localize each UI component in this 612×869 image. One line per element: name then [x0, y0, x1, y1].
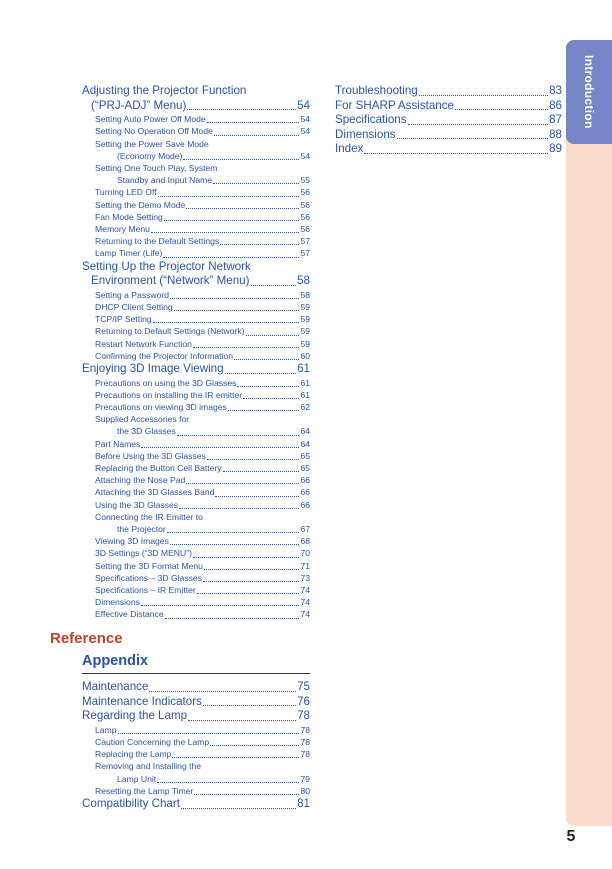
toc-leader-dots	[455, 109, 548, 110]
toc-entry-page: 65	[300, 450, 310, 461]
toc-entry-page: 54	[300, 150, 310, 161]
toc-entry-label: Resetting the Lamp Timer	[95, 785, 194, 796]
toc-entry-label: Setting a Password	[95, 289, 170, 300]
toc-entry-label: Returning to the Default Settings	[95, 236, 220, 247]
toc-entry[interactable]	[335, 128, 562, 143]
toc-leader-dots	[223, 471, 300, 472]
toc-entry-label: Confirming the Projector Information	[95, 350, 234, 361]
toc-entry[interactable]	[82, 113, 310, 125]
toc-entry-label: Lamp Timer (Life)	[95, 248, 163, 259]
toc-entry-label: Regarding the Lamp	[82, 709, 188, 723]
toc-entry-label: Attaching the Nose Pad	[95, 475, 186, 486]
toc-entry[interactable]	[82, 138, 310, 150]
toc-entry[interactable]	[82, 596, 310, 608]
toc-left-column	[82, 84, 310, 621]
toc-leader-dots	[174, 310, 300, 311]
appendix-divider	[82, 673, 310, 674]
toc-leader-dots	[141, 447, 299, 448]
toc-entry-page: 67	[300, 524, 310, 535]
toc-entry-label: Dimensions	[335, 127, 396, 141]
toc-entry-label: Maintenance	[82, 680, 149, 693]
toc-entry-page: 74	[300, 609, 310, 620]
toc-entry[interactable]	[82, 748, 310, 760]
toc-entry-page: 61	[300, 389, 310, 400]
toc-entry-label: Part Names	[95, 438, 141, 449]
toc-entry[interactable]	[82, 377, 310, 389]
toc-entry-label: Memory Menu	[95, 224, 150, 235]
page-number: 5	[566, 828, 576, 845]
toc-leader-dots	[172, 757, 299, 758]
toc-entry-page: 73	[300, 572, 310, 583]
toc-entry-page: 66	[300, 499, 310, 510]
toc-entry-label: Standby and Input Name	[117, 175, 213, 186]
toc-entry-label: Precautions on using the 3D Glasses	[95, 377, 237, 388]
toc-leader-dots	[149, 691, 296, 692]
side-tab-strip	[566, 40, 612, 826]
toc-entry-label: Using the 3D Glasses	[95, 499, 179, 510]
toc-entry[interactable]	[82, 338, 310, 350]
toc-entry[interactable]	[82, 680, 310, 695]
toc-entry[interactable]	[82, 174, 310, 186]
toc-entry[interactable]	[82, 235, 310, 247]
toc-entry-page: 86	[549, 98, 562, 112]
toc-leader-dots	[215, 496, 299, 497]
toc-entry[interactable]	[82, 760, 310, 772]
toc-entry-page: 57	[300, 236, 310, 247]
toc-entry-label: Removing and Installing the	[95, 761, 202, 772]
toc-entry-label: Setting No Operation Off Mode	[95, 126, 213, 137]
toc-leader-dots	[194, 794, 299, 795]
toc-entry-label: Replacing the Button Cell Battery	[95, 463, 222, 474]
toc-entry-page: 62	[300, 402, 310, 413]
reference-heading: Reference	[50, 630, 123, 647]
toc-leader-dots	[213, 183, 299, 184]
toc-entry-page: 54	[300, 126, 310, 137]
toc-leader-dots	[158, 196, 300, 197]
toc-entry[interactable]	[82, 350, 310, 362]
toc-entry-page: 59	[300, 314, 310, 325]
toc-entry-label: the Projector	[117, 524, 166, 535]
toc-leader-dots	[188, 720, 296, 721]
toc-entry-label: Replacing the Lamp	[95, 749, 172, 760]
toc-entry-page: 58	[297, 274, 310, 288]
toc-leader-dots	[204, 569, 299, 570]
toc-entry-page: 80	[300, 785, 310, 796]
toc-entry[interactable]	[82, 186, 310, 198]
toc-entry-page: 60	[300, 350, 310, 361]
toc-entry-label: Turning LED Off	[95, 187, 157, 198]
toc-leader-dots	[193, 557, 300, 558]
toc-entry-page: 56	[300, 224, 310, 235]
toc-entry-label: Supplied Accessories for	[95, 414, 190, 425]
toc-leader-dots	[141, 605, 300, 606]
toc-entry-label: Caution Concerning the Lamp	[95, 736, 210, 747]
toc-entry-label: Adjusting the Projector Function	[82, 84, 247, 97]
toc-entry-page: 65	[300, 463, 310, 474]
toc-entry-label: Compatibility Chart	[82, 797, 180, 810]
toc-leader-dots	[170, 544, 300, 545]
toc-leader-dots	[237, 386, 299, 387]
toc-leader-dots	[419, 95, 548, 96]
toc-leader-dots	[207, 459, 300, 460]
toc-entry[interactable]	[82, 301, 310, 313]
toc-leader-dots	[203, 581, 299, 582]
toc-entry[interactable]	[335, 142, 562, 157]
toc-leader-dots	[164, 220, 300, 221]
toc-leader-dots	[167, 532, 300, 533]
toc-entry[interactable]	[82, 511, 310, 523]
toc-entry[interactable]	[82, 584, 310, 596]
toc-entry-page: 61	[297, 362, 310, 376]
toc-leader-dots	[170, 298, 299, 299]
toc-entry[interactable]	[82, 773, 310, 785]
toc-leader-dots	[228, 410, 300, 411]
toc-entry[interactable]	[82, 535, 310, 547]
toc-entry-page: 55	[300, 175, 310, 186]
toc-entry[interactable]	[82, 560, 310, 572]
toc-entry[interactable]	[82, 247, 310, 259]
toc-leader-dots	[163, 257, 299, 258]
toc-entry[interactable]	[82, 99, 310, 114]
toc-entry-label: Dimensions	[95, 597, 140, 608]
toc-entry-page: 78	[300, 724, 310, 735]
toc-entry-label: Setting Up the Projector Network	[82, 259, 251, 273]
toc-entry-label: Setting Auto Power Off Mode	[95, 114, 206, 125]
toc-entry-page: 59	[300, 326, 310, 337]
toc-entry[interactable]	[82, 736, 310, 748]
toc-entry-label: Returning to Default Settings (Network)	[95, 326, 245, 337]
toc-leader-dots	[207, 122, 300, 123]
toc-entry-label: For SHARP Assistance	[335, 98, 454, 112]
toc-entry-label: Specifications – IR Emitter	[95, 585, 196, 596]
toc-leader-dots	[243, 398, 299, 399]
toc-entry[interactable]	[82, 785, 310, 797]
toc-entry-page: 61	[300, 377, 310, 388]
toc-entry-label: Precautions on installing the IR emitter	[95, 389, 243, 400]
toc-entry-label: Troubleshooting	[335, 84, 418, 97]
toc-leader-dots	[197, 593, 300, 594]
toc-entry[interactable]	[82, 260, 310, 275]
toc-entry[interactable]	[335, 99, 562, 114]
toc-entry[interactable]	[82, 274, 310, 289]
toc-entry[interactable]	[82, 425, 310, 437]
toc-leader-dots	[186, 483, 299, 484]
toc-leader-dots	[157, 782, 299, 783]
toc-entry-label: Setting One Touch Play, System	[95, 163, 218, 173]
toc-leader-dots	[187, 109, 296, 110]
toc-entry-label: TCP/IP Setting	[95, 314, 152, 325]
toc-entry-label: Setting the 3D Format Menu	[95, 560, 203, 571]
toc-leader-dots	[397, 138, 549, 139]
toc-leader-dots	[118, 733, 300, 734]
toc-entry-page: 56	[300, 199, 310, 210]
toc-entry-label: Environment (“Network” Menu)	[91, 274, 250, 288]
toc-entry-label: (Economy Mode)	[117, 150, 183, 161]
toc-entry[interactable]	[82, 84, 310, 99]
toc-leader-dots	[225, 373, 297, 374]
toc-entry[interactable]	[82, 413, 310, 425]
toc-entry-page: 74	[300, 585, 310, 596]
toc-entry-label: Effective Distance	[95, 609, 164, 620]
toc-leader-dots	[220, 244, 299, 245]
toc-entry[interactable]	[82, 162, 310, 174]
toc-entry-page: 64	[300, 438, 310, 449]
toc-leader-dots	[214, 135, 300, 136]
toc-entry-label: Setting the Power Save Mode	[95, 138, 209, 149]
toc-entry-page: 78	[300, 749, 310, 760]
toc-entry[interactable]	[82, 325, 310, 337]
toc-entry-label: Lamp Unit	[117, 773, 157, 784]
toc-entry[interactable]	[82, 450, 310, 462]
toc-leader-dots	[210, 745, 299, 746]
toc-entry-label: Index	[335, 142, 364, 156]
toc-leader-dots	[153, 322, 300, 323]
toc-entry-label: Setting the Demo Mode	[95, 199, 186, 210]
toc-entry[interactable]	[335, 84, 562, 99]
toc-entry-page: 68	[300, 536, 310, 547]
toc-entry[interactable]	[82, 499, 310, 511]
toc-entry-label: (“PRJ-ADJ” Menu)	[91, 98, 187, 112]
toc-entry[interactable]	[82, 211, 310, 223]
toc-entry-page: 75	[297, 680, 310, 693]
toc-entry-label: Precautions on viewing 3D images	[95, 402, 227, 413]
toc-entry[interactable]	[82, 150, 310, 162]
toc-entry-label: Viewing 3D Images	[95, 536, 169, 547]
toc-leader-dots	[181, 808, 296, 809]
toc-entry-page: 88	[549, 127, 562, 141]
toc-entry-page: 59	[300, 302, 310, 313]
toc-entry-label: Specifications	[335, 113, 407, 127]
appendix-heading: Appendix	[82, 653, 149, 669]
toc-entry-label: the 3D Glasses	[117, 426, 176, 437]
toc-entry-label: Restart Network Function	[95, 338, 192, 349]
toc-entry[interactable]	[82, 474, 310, 486]
toc-entry[interactable]	[82, 486, 310, 498]
toc-leader-dots	[183, 159, 299, 160]
toc-entry[interactable]	[82, 313, 310, 325]
toc-right-column	[335, 84, 562, 157]
toc-leader-dots	[408, 124, 549, 125]
toc-entry[interactable]	[82, 362, 310, 377]
toc-entry[interactable]	[82, 438, 310, 450]
toc-entry[interactable]	[82, 462, 310, 474]
toc-entry[interactable]	[82, 695, 310, 710]
toc-leader-dots	[203, 705, 296, 706]
toc-entry-page: 54	[300, 114, 310, 125]
toc-entry-label: Maintenance Indicators	[82, 694, 202, 708]
toc-entry-label: Connecting the IR Emitter to	[95, 511, 203, 522]
toc-leader-dots	[177, 435, 300, 436]
toc-entry-page: 66	[300, 475, 310, 486]
toc-entry-page: 78	[300, 736, 310, 747]
toc-leader-dots	[251, 285, 297, 286]
toc-entry[interactable]	[82, 797, 310, 812]
toc-entry-page: 66	[300, 487, 310, 498]
toc-entry[interactable]	[82, 389, 310, 401]
toc-entry[interactable]	[82, 289, 310, 301]
toc-entry-page: 70	[300, 548, 310, 559]
toc-entry-label: Specifications – 3D Glasses	[95, 572, 202, 583]
toc-leader-dots	[193, 347, 299, 348]
toc-leader-dots	[151, 232, 300, 233]
toc-entry[interactable]	[82, 401, 310, 413]
toc-entry-page: 81	[297, 797, 310, 810]
toc-entry[interactable]	[82, 199, 310, 211]
toc-entry-label: Attaching the 3D Glasses Band	[95, 487, 215, 498]
toc-leader-dots	[364, 153, 548, 154]
toc-entry[interactable]	[82, 572, 310, 584]
introduction-tab-label-wrap[interactable]	[566, 40, 612, 144]
toc-entry-page: 54	[297, 98, 310, 112]
toc-entry-page: 83	[549, 84, 562, 97]
toc-entry-label: Before Using the 3D Glasses	[95, 450, 206, 461]
toc-entry-page: 71	[300, 560, 310, 571]
toc-entry-page: 59	[300, 338, 310, 349]
toc-entry-page: 79	[300, 773, 310, 784]
toc-entry[interactable]	[82, 547, 310, 559]
toc-entry-label: DHCP Client Setting	[95, 302, 173, 313]
toc-appendix-column	[82, 680, 310, 812]
toc-entry-page: 74	[300, 597, 310, 608]
toc-entry[interactable]	[82, 608, 310, 620]
toc-leader-dots	[246, 335, 300, 336]
toc-entry-label: Lamp	[95, 724, 117, 735]
toc-leader-dots	[234, 359, 299, 360]
toc-leader-dots	[186, 208, 299, 209]
toc-entry-page: 56	[300, 211, 310, 222]
toc-entry[interactable]	[82, 724, 310, 736]
toc-entry[interactable]	[82, 223, 310, 235]
toc-entry-page: 89	[549, 142, 562, 156]
toc-entry-label: 3D Settings (“3D MENU”)	[95, 548, 192, 559]
toc-entry-label: Enjoying 3D Image Viewing	[82, 362, 224, 376]
toc-entry-page: 78	[297, 709, 310, 723]
toc-leader-dots	[179, 508, 299, 509]
toc-entry[interactable]	[335, 113, 562, 128]
toc-entry-page: 56	[300, 187, 310, 198]
toc-entry[interactable]	[82, 523, 310, 535]
introduction-tab-label[interactable]: Introduction	[582, 55, 596, 129]
toc-entry-page: 57	[300, 248, 310, 259]
toc-entry[interactable]	[82, 709, 310, 724]
toc-entry-page: 76	[297, 694, 310, 708]
toc-leader-dots	[165, 618, 300, 619]
toc-entry-page: 87	[549, 113, 562, 127]
toc-entry-page: 64	[300, 426, 310, 437]
toc-entry[interactable]	[82, 125, 310, 137]
toc-entry-label: Fan Mode Setting	[95, 211, 163, 222]
toc-entry-page: 58	[300, 289, 310, 300]
